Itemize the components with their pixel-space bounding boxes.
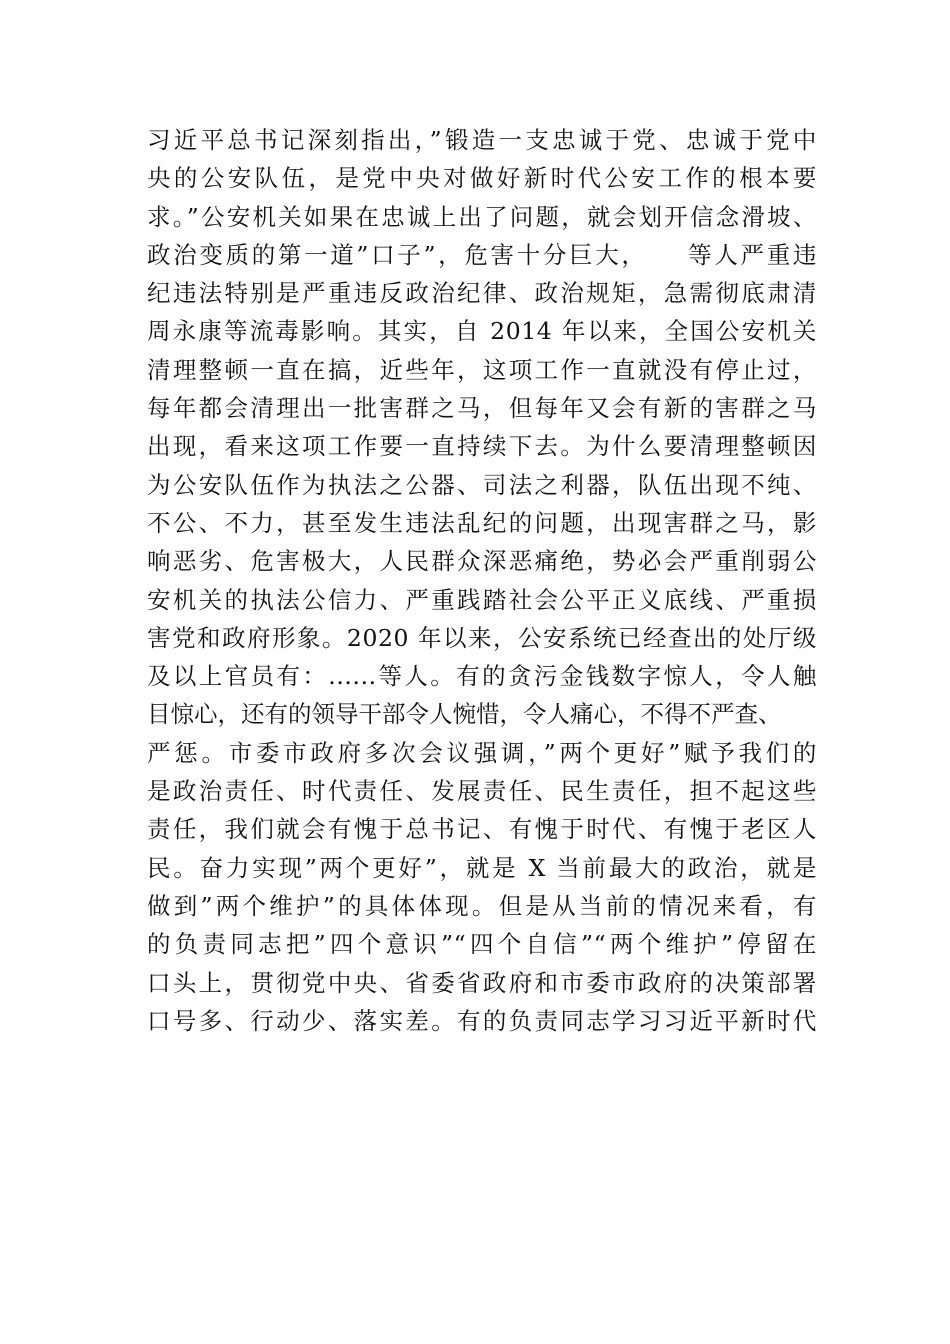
text-line: 严惩。市委市政府多次会议强调，”两个更好”赋予我们的	[147, 738, 817, 767]
text-line: 目惊心，还有的领导干部令人惋惜，令人痛心，不得不严查、	[147, 700, 782, 729]
text-line: 求。”公安机关如果在忠诚上出了问题，就会划开信念滑坡、	[147, 202, 817, 231]
text-line: 害党和政府形象。2020 年以来，公安系统已经查出的处厅级	[147, 623, 817, 652]
text-line: 清理整顿一直在搞，近些年，这项工作一直就没有停止过，	[147, 355, 817, 384]
text-line: 周永康等流毒影响。其实，自 2014 年以来，全国公安机关	[147, 317, 817, 346]
text-line: 安机关的执法公信力、严重践踏社会公平正义底线、严重损	[147, 585, 817, 614]
text-line: 及以上官员有：......等人。有的贪污金钱数字惊人，令人触	[147, 662, 817, 691]
text-line: 每年都会清理出一批害群之马，但每年又会有新的害群之马	[147, 394, 817, 423]
text-line: 是政治责任、时代责任、发展责任、民生责任，担不起这些	[147, 777, 817, 806]
text-line: 的负责同志把”四个意识”“四个自信”“两个维护”停留在	[147, 930, 817, 959]
text-line: 责任，我们就会有愧于总书记、有愧于时代、有愧于老区人	[147, 815, 817, 844]
text-line: 不公、不力，甚至发生违法乱纪的问题，出现害群之马，影	[147, 508, 817, 537]
text-line: 响恶劣、危害极大，人民群众深恶痛绝，势必会严重削弱公	[147, 547, 817, 576]
text-line: 民。奋力实现”两个更好”，就是 X 当前最大的政治，就是	[147, 853, 817, 882]
text-line: 为公安队伍作为执法之公器、司法之利器，队伍出现不纯、	[147, 470, 817, 499]
text-line: 政治变质的第一道”口子”，危害十分巨大， 等人严重违	[147, 240, 817, 269]
document-body-text	[147, 121, 817, 1040]
text-line: 做到”两个维护”的具体体现。但是从当前的情况来看，有	[147, 891, 817, 920]
text-line: 出现，看来这项工作要一直持续下去。为什么要清理整顿因	[147, 432, 817, 461]
text-line: 习近平总书记深刻指出，”锻造一支忠诚于党、忠诚于党中	[147, 126, 817, 154]
text-line: 口号多、行动少、落实差。有的负责同志学习习近平新时代	[147, 1006, 817, 1035]
text-line: 口头上，贯彻党中央、省委省政府和市委市政府的决策部署	[147, 968, 817, 997]
text-line: 纪违法特别是严重违反政治纪律、政治规矩，急需彻底肃清	[147, 279, 817, 308]
text-line: 央的公安队伍，是党中央对做好新时代公安工作的根本要	[147, 164, 817, 193]
